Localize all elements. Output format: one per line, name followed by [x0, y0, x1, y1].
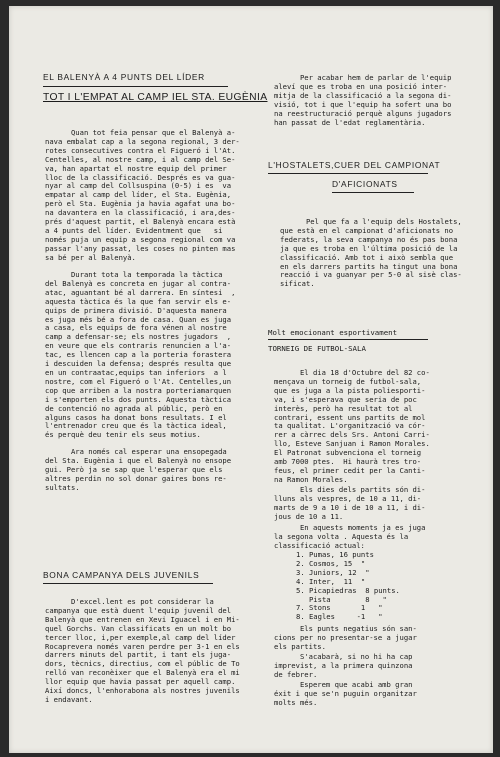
article3-paragraph: Per acabar hem de parlar de l'equip aleví que es troba en una posició inter- mitja de la classificació a la segona di- visió, tot i que l'equip ha sofert una bo na reestructuració perquè alguns jugadors han passat de l'edat reglamentària.: [274, 73, 452, 127]
article2-paragraph: D'excel.lent es pot considerar la campanya que està duent l'equip juvenil del Balenyà que entrenen en Xevi Iguacel i en Mi- quel Gorchs. Van classificats en un molt bo tercer lloc, i,per exemple,al camp del líder Rocaprevera només varen perdre per 3-1 en els darrers minuts del partit, i tant els juga- dors, tècnics, directius, com el públic de To relló van reconèixer que el Balenyà era el mi llor equip que havia passat per aquell camp. Així doncs, l'enhorabona als nostres juvenils i endavant.: [45, 597, 240, 704]
article4-rule-2: [332, 192, 414, 193]
article4-headline-line2: D'AFICIONATS: [332, 179, 398, 189]
article5-paragraph-4: Els punts negatius són san- cions per no presentar-se a jugar els partits.: [274, 624, 417, 651]
article1-paragraph-2: Durant tota la temporada la tàctica del Balenyà es concreta en jugar al contra- atac, aguantant bé al darrera. En síntesi , aquesta tàctica és la que fan servir els e- quips de primera divisió. D'aquesta manera es juga més bé a fora de casa. Quan es juga a casa, els equips de fora vénen al nostre camp a defensar-se; els nostres jugadors , en veure que els contraris renuncien a l'a- tac, es llencen cap a la porteria forastera i descuiden la defensa; després resulta que en un contraatac,equips tan inferiors a l nostre, com el Figueró o l'At. Centelles,un cop que arriben a la nostra porteriamarquen i s'emporten els dos punts. Aquesta tàctica de contenció no agrada al públic, però en alguns casos ha donat bons resultats. I el l'entrenador creu que és la tàctica ideal, és perquè deu tenir els seus motius.: [45, 270, 236, 440]
standings-row: Pista 8 ": [296, 594, 387, 604]
standings-row: 3. Juniors, 12 ": [296, 567, 370, 577]
article5-paragraph-2: Els dies dels partits són di- lluns als vespres, de 10 a 11, di- marts de 9 a 10 i de 10 a 11, i di- jous de 10 a 11.: [274, 485, 426, 521]
standings-row: 1. Pumas, 16 punts: [296, 550, 374, 559]
article5-paragraph-1: El dia 18 d'Octubre del 82 co- mençava un torneig de futbol-sala, que es juga a la pista poliesporti- va, i s'esperava que seria de poc interès, però ha resultat tot al contrari, essent uns partits de mol ta qualitat. L'organització va cór- rer a càrrec dels Srs. Antoni Carri- llo, Esteve Sanjuan i Ramon Morales. El Patronat subvenciona el torneig amb 7000 ptes. Hi haurà tres tro- feus, el primer cedit per la Canti- na Ramon Morales.: [274, 368, 430, 484]
standings-row: 7. Stons 1 ": [296, 603, 383, 613]
article4-rule: [268, 173, 428, 174]
article5-rule: [268, 339, 428, 340]
article2-headline: BONA CAMPANYA DELS JUVENILS: [43, 570, 200, 580]
article5-headline: Molt emocionant esportivament: [268, 328, 398, 337]
standings-row: 2. Cosmos, 15 ": [296, 558, 366, 568]
standings-list: [296, 551, 476, 622]
article4-paragraph: Pel que fa a l'equip dels Hostalets, que està en el campionat d'aficionats no federats, la seva campanya no és pas bona ja que es troba en l'última posició de la classificació. Amb tot i això sembla que en els darrers partits ha tingut una bona reacció i va guanyar per 5-0 al sisè clas- sificat.: [280, 217, 462, 289]
newspaper-page: [9, 6, 493, 753]
article1-kicker: EL BALENYÀ A 4 PUNTS DEL LÍDER: [43, 72, 205, 82]
standings-row: 8. Eagles -1 ": [296, 612, 383, 622]
article5-paragraph-6: Esperem que acabi amb gran éxit i que se'n puguin organitzar molts més.: [274, 680, 417, 707]
article5-paragraph-3: En aquests moments ja es juga la segona volta . Aquesta és la classificació actual:: [274, 523, 426, 550]
article5-paragraph-5: S'acabarà, si no hi ha cap imprevist, a la primera quinzona de febrer.: [274, 652, 413, 679]
article1-headline: TOT I L'EMPAT AL CAMP IEL STA. EUGÈNIA: [43, 92, 268, 103]
article1-paragraph-1: Quan tot feia pensar que el Balenyà a- nava embalat cap a la segona regional, 3 der- rotes consecutives contra el Figueró i l'At. Centelles, al nostre camp, i al camp del Se- va, han apartat el nostre equip del primer lloc de la classificació. Després es va gua- nyar al camp del Collsuspina (0-5) i es va empatar al camp del líder, el Sta. Eugènia, però el Sta. Eugènia ja havia agafat una bo- na davantera en la classificació, i ara,des- prés d'aquest partit, el Balenyà encara està a 4 punts del líder. Evidentment que si només puja un equip a segona regional com va passar l'any passat, les coses no pinten mas sa bé per al Balenyà.: [45, 128, 240, 262]
article4-headline-line1: L'HOSTALETS,CUER DEL CAMPIONAT: [268, 160, 441, 170]
article1-paragraph-3: Ara només cal esperar una ensopegada del Sta. Eugènia i que el Balenyà no ensope gui. Però ja se sap que l'esperar que els altres perdin no sol donar gaires bons re- sultats.: [45, 447, 232, 492]
standings-row: 4. Inter, 11 ": [296, 576, 366, 586]
kicker-rule: [43, 86, 228, 87]
article2-rule: [43, 583, 213, 584]
standings-row: 5. Picapiedras 8 punts.: [296, 585, 400, 595]
article5-subheadline: TORNEIG DE FUTBOL-SALA: [268, 344, 366, 353]
